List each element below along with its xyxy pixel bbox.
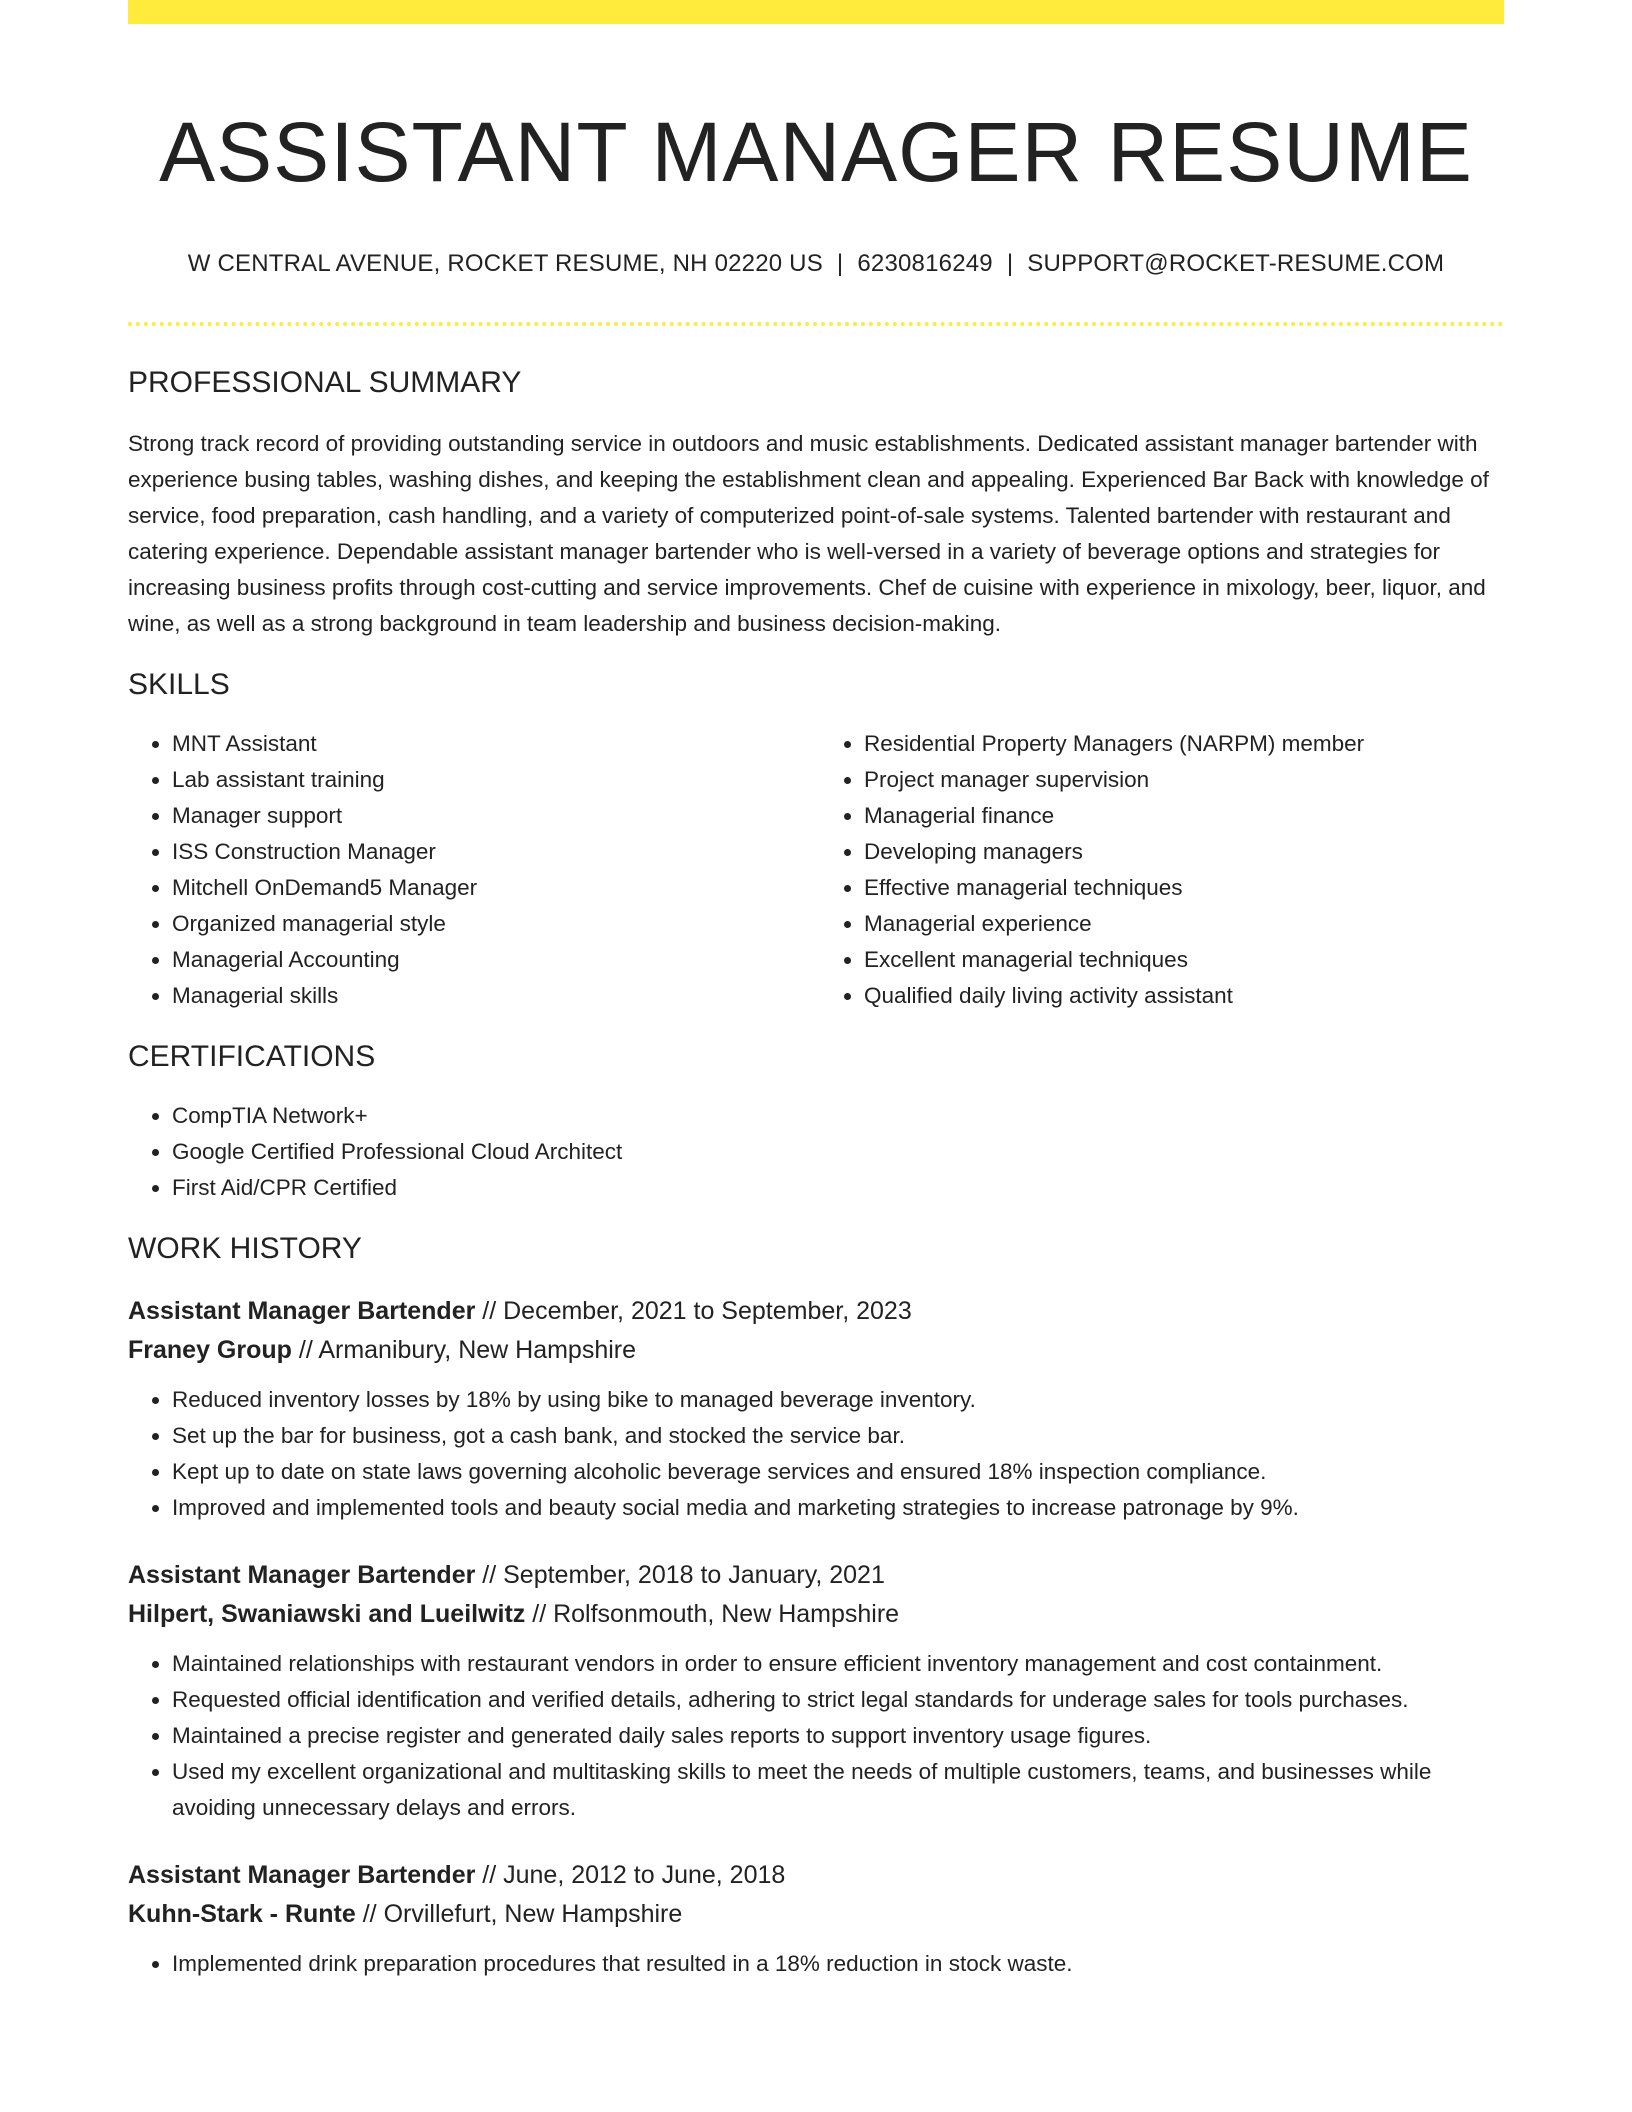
contact-line — [128, 248, 1504, 280]
contact-phone: 6230816249 — [857, 250, 993, 277]
contact-address: W CENTRAL AVENUE, ROCKET RESUME, NH 02220 US — [187, 250, 823, 277]
skill-item: • Qualified daily living activity assistant — [864, 978, 1504, 1014]
job-company: Franey Group — [128, 1336, 292, 1364]
work-history-section — [128, 1230, 1504, 1982]
job-dates: // September, 2018 to January, 2021 — [482, 1561, 885, 1589]
skills-columns — [128, 704, 1504, 1014]
job-bullet: • Maintained a precise register and generated daily sales reports to support inventory usage figures. — [172, 1718, 1504, 1754]
job-title-line — [128, 1856, 1504, 1895]
certification-item: • CompTIA Network+ — [172, 1098, 1504, 1134]
job-dates: // June, 2012 to June, 2018 — [482, 1861, 786, 1889]
job-location: // Orvillefurt, New Hampshire — [362, 1900, 683, 1928]
resume-title: ASSISTANT MANAGER RESUME — [159, 105, 1473, 199]
certifications-list — [128, 1098, 1504, 1206]
certification-item: • Google Certified Professional Cloud Architect — [172, 1134, 1504, 1170]
skill-item: • Residential Property Managers (NARPM) member — [864, 726, 1504, 762]
skills-section — [128, 666, 1504, 1014]
job-bullets — [128, 1382, 1504, 1526]
certification-item: • First Aid/CPR Certified — [172, 1170, 1504, 1206]
job-title: Assistant Manager Bartender — [128, 1297, 476, 1325]
job-entry — [128, 1856, 1504, 1982]
skill-item: • Manager support — [172, 798, 816, 834]
skill-item: • Excellent managerial techniques — [864, 942, 1504, 978]
job-entry — [128, 1292, 1504, 1526]
resume-page — [128, 0, 1504, 1982]
work-history-heading: WORK HISTORY — [128, 1232, 362, 1265]
skill-item: • Organized managerial style — [172, 906, 816, 942]
job-location: // Armanibury, New Hampshire — [298, 1336, 637, 1364]
job-company: Hilpert, Swaniawski and Lueilwitz — [128, 1600, 526, 1628]
job-bullet: • Kept up to date on state laws governing alcoholic beverage services and ensured 18% inspection compliance. — [172, 1454, 1504, 1490]
job-title: Assistant Manager Bartender — [128, 1561, 476, 1589]
skill-item: • Effective managerial techniques — [864, 870, 1504, 906]
job-bullet: • Reduced inventory losses by 18% by using bike to managed beverage inventory. — [172, 1382, 1504, 1418]
job-title: Assistant Manager Bartender — [128, 1861, 476, 1889]
job-bullet: • Used my excellent organizational and multitasking skills to meet the needs of multiple customers, teams, and businesses while avoiding unnecessary delays and errors. — [172, 1754, 1504, 1826]
certifications-heading: CERTIFICATIONS — [128, 1040, 376, 1073]
skill-item: • Developing managers — [864, 834, 1504, 870]
job-bullet: • Implemented drink preparation procedures that resulted in a 18% reduction in stock waste. — [172, 1946, 1504, 1982]
job-bullet: • Improved and implemented tools and beauty social media and marketing strategies to increase patronage by 9%. — [172, 1490, 1504, 1526]
job-company-line — [128, 1595, 1504, 1634]
certifications-section — [128, 1038, 1504, 1206]
skill-item: • Mitchell OnDemand5 Manager — [172, 870, 816, 906]
summary-section — [128, 364, 1504, 642]
summary-text: Strong track record of providing outstanding service in outdoors and music establishments. Dedicated assistant manager bartender with experience busing tables, washing dishes, and keeping the establishment clean and appealing. Experienced Bar Back with knowledge of service, food preparation, cash handling, and a variety of computerized point-of-sale systems. Talented bartender with restaurant and catering experience. Dependable assistant manager bartender who is well-versed in a variety of beverage options and strategies for increasing business profits through cost-cutting and service improvements. Chef de cuisine with experience in mixology, beer, liquor, and wine, as well as a strong background in team leadership and business decision-making. — [128, 431, 1489, 636]
job-location: // Rolfsonmouth, New Hampshire — [532, 1600, 900, 1628]
skill-item: • Managerial Accounting — [172, 942, 816, 978]
job-bullets — [128, 1646, 1504, 1826]
contact-email: SUPPORT@ROCKET-RESUME.COM — [1027, 250, 1445, 277]
skill-item: • Lab assistant training — [172, 762, 816, 798]
skill-item: • ISS Construction Manager — [172, 834, 816, 870]
job-dates: // December, 2021 to September, 2023 — [482, 1297, 912, 1325]
top-accent-bar — [128, 0, 1504, 24]
summary-heading: PROFESSIONAL SUMMARY — [128, 366, 522, 399]
job-bullet: • Maintained relationships with restaurant vendors in order to ensure efficient inventory management and cost containment. — [172, 1646, 1504, 1682]
job-entry — [128, 1556, 1504, 1826]
skill-item: • Project manager supervision — [864, 762, 1504, 798]
skill-item: • Managerial skills — [172, 978, 816, 1014]
skills-list-left — [128, 726, 816, 1014]
job-title-line — [128, 1292, 1504, 1331]
skill-item: • Managerial experience — [864, 906, 1504, 942]
skill-item: • Managerial finance — [864, 798, 1504, 834]
skills-heading: SKILLS — [128, 668, 230, 701]
job-company-line — [128, 1895, 1504, 1934]
job-bullet: • Set up the bar for business, got a cash bank, and stocked the service bar. — [172, 1418, 1504, 1454]
skill-item: • MNT Assistant — [172, 726, 816, 762]
job-bullet: • Requested official identification and verified details, adhering to strict legal standards for underage sales for tools purchases. — [172, 1682, 1504, 1718]
skills-list-right — [816, 726, 1504, 1014]
job-company-line — [128, 1331, 1504, 1370]
dotted-divider — [128, 322, 1504, 326]
contact-separator: | — [836, 250, 844, 277]
job-title-line — [128, 1556, 1504, 1595]
job-company: Kuhn-Stark - Runte — [128, 1900, 356, 1928]
contact-separator: | — [1006, 250, 1014, 277]
job-bullets — [128, 1946, 1504, 1982]
